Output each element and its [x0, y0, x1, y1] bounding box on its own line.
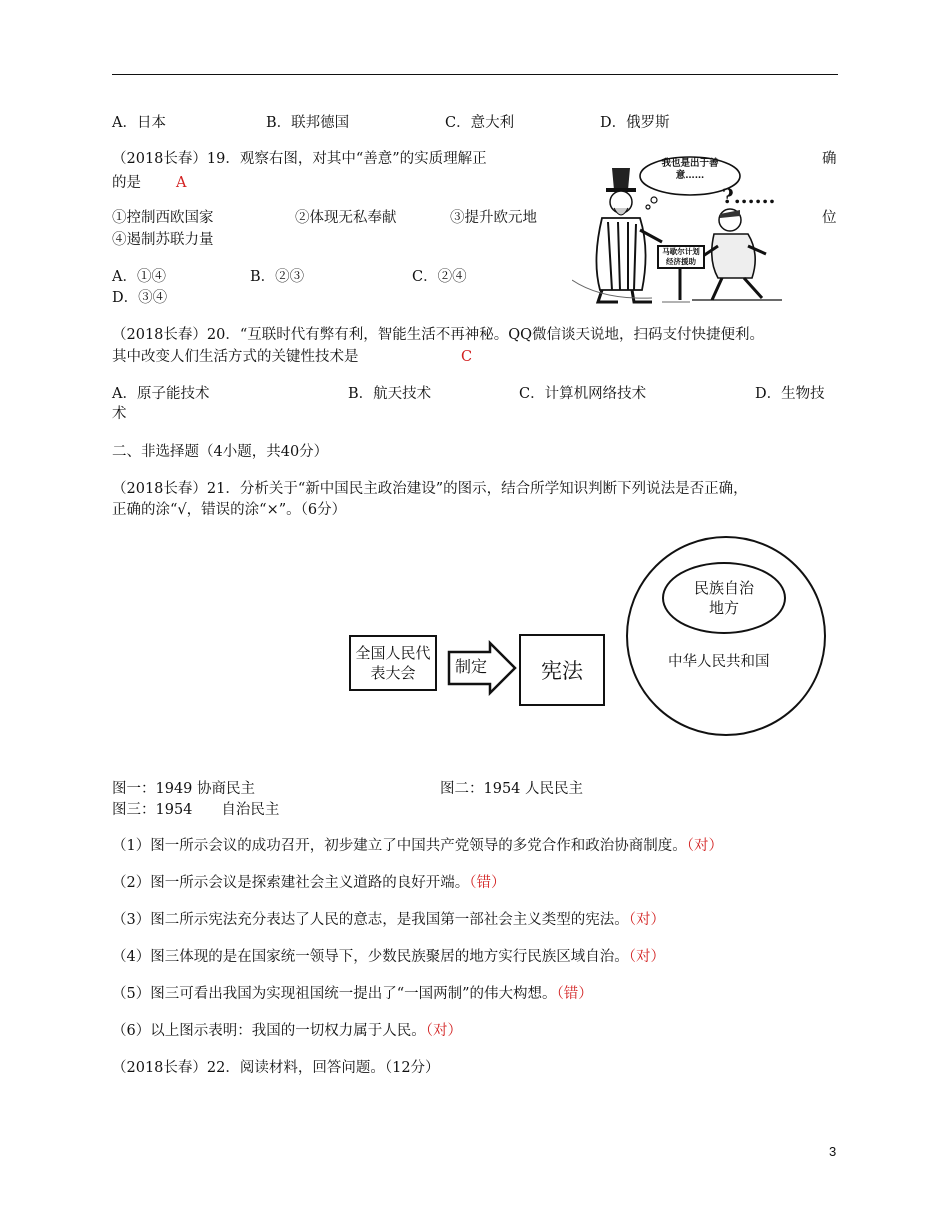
q19-opt-end: 位 [822, 210, 837, 226]
q20-stem: （2018长春）20．“互联时代有弊有利，智能生活不再神秘。QQ微信谈天说地，扫码支付快捷便利。 [112, 327, 765, 343]
caption-figure-2: 图二：1954 人民民主 [440, 781, 584, 797]
q18-option-a: A．日本 [112, 115, 166, 131]
q19-opt-4: ④遏制苏联力量 [112, 232, 214, 248]
q22-stem: （2018长春）22．阅读材料，回答问题。（12分） [112, 1060, 440, 1076]
section-2-heading: 二、非选择题（4小题，共40分） [112, 444, 329, 460]
q21-item-2-mark: （错） [469, 875, 506, 891]
q20-choice-b: B．航天技术 [348, 386, 432, 402]
cartoon-speech-bubble: 我也是出于善意…… [661, 158, 719, 181]
q19-choice-d: D．③④ [112, 290, 168, 306]
q19-choice-c: C．②④ [412, 269, 467, 285]
q19-opt-2: ②体现无私奉献 [295, 210, 397, 226]
q21-item-1: （1）图一所示会议的成功召开，初步建立了中国共产党领导的多党合作和政治协商制度。（对） [112, 838, 723, 854]
npc-label: 全国人民代表大会 [355, 644, 431, 682]
page-number: 3 [829, 1144, 837, 1159]
q21-item-2: （2）图一所示会议是探索建社会主义道路的良好开端。（错） [112, 875, 506, 891]
cartoon-question: ?...... [722, 184, 776, 208]
q21-item-6-mark: （对） [425, 1023, 462, 1039]
autonomous-region-label: 民族自治地方 [693, 579, 754, 617]
q20-answer: C [461, 349, 473, 365]
cartoon-sign: 马歇尔计划经济援助 [662, 247, 700, 266]
q18-option-c: C．意大利 [445, 115, 515, 131]
q20-stem-line2: 其中改变人们生活方式的关键性技术是 [112, 349, 359, 365]
q21-item-6: （6）以上图示表明：我国的一切权力属于人民。（对） [112, 1023, 462, 1039]
npc-box [349, 635, 437, 691]
prc-label: 中华人民共和国 [668, 654, 770, 670]
q21-item-4-mark: （对） [628, 949, 665, 965]
q21-item-4: （4）图三体现的是在国家统一领导下，少数民族聚居的地方实行民族区域自治。（对） [112, 949, 665, 965]
autonomous-region-circle [662, 562, 786, 634]
q19-answer: A [176, 175, 187, 191]
q20-choice-d: D．生物技 [755, 386, 825, 402]
arrow-label: 制定 [455, 657, 488, 676]
q21-item-5-mark: （错） [556, 986, 593, 1002]
header-rule [112, 74, 838, 75]
q21-stem-line2: 正确的涂“√，错误的涂“×”。（6分） [112, 502, 347, 518]
q21-item-1-mark: （对） [686, 838, 723, 854]
q19-stem-end: 确 [822, 151, 837, 167]
q19-opt-1: ①控制西欧国家 [112, 210, 214, 226]
caption-figure-3: 图三：1954 自治民主 [112, 802, 280, 818]
q19-opt-3: ③提升欧元地 [450, 210, 537, 226]
q18-option-d: D．俄罗斯 [600, 115, 670, 131]
q20-choice-d-wrap: 术 [112, 406, 127, 422]
q20-choice-c: C．计算机网络技术 [519, 386, 647, 402]
q19-choice-b: B．②③ [250, 269, 305, 285]
constitution-label: 宪法 [541, 659, 583, 683]
marshall-plan-cartoon [572, 150, 792, 308]
q19-choice-a: A．①④ [112, 269, 166, 285]
q21-stem: （2018长春）21．分析关于“新中国民主政治建设”的图示，结合所学知识判断下列说法是否正确， [112, 481, 748, 497]
q21-item-5: （5）图三可看出我国为实现祖国统一提出了“一国两制”的伟大构想。（错） [112, 986, 593, 1002]
q19-stem: （2018长春）19．观察右图，对其中“善意”的实质理解正 [112, 151, 487, 167]
q21-item-3-mark: （对） [628, 912, 665, 928]
q18-option-b: B．联邦德国 [266, 115, 350, 131]
constitution-box [519, 634, 605, 706]
caption-figure-1: 图一：1949 协商民主 [112, 781, 256, 797]
q19-stem-line2: 的是 [112, 175, 141, 191]
q21-item-3: （3）图二所示宪法充分表达了人民的意志，是我国第一部社会主义类型的宪法。（对） [112, 912, 665, 928]
q20-choice-a: A．原子能技术 [112, 386, 210, 402]
